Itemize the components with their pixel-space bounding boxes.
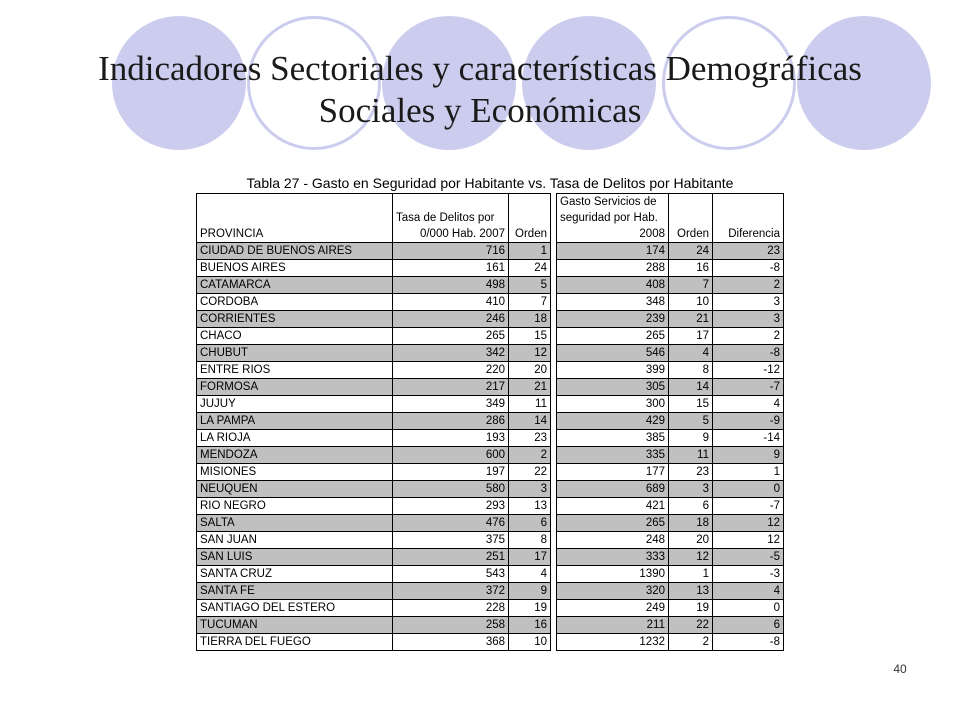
cell-orden-delitos: 17 [509,549,551,566]
cell-tasa-delitos: 293 [393,498,509,515]
cell-diferencia: -8 [713,345,784,362]
cell-provincia: SANTA CRUZ [197,566,393,583]
cell-orden-delitos: 7 [509,294,551,311]
cell-gasto-seguridad: 211 [557,617,669,634]
cell-diferencia: 0 [713,600,784,617]
cell-diferencia: -14 [713,430,784,447]
table-row [197,379,784,396]
cell-diferencia: -3 [713,566,784,583]
header-orden-2: Orden [669,226,713,243]
cell-diferencia: 3 [713,294,784,311]
header-cell-empty [509,194,551,211]
slide-title-line-1: Indicadores Sectoriales y características Demográficas [98,49,862,88]
cell-orden-delitos: 9 [509,583,551,600]
cell-gasto-seguridad: 546 [557,345,669,362]
cell-tasa-delitos: 286 [393,413,509,430]
cell-tasa-delitos: 251 [393,549,509,566]
cell-orden-delitos: 19 [509,600,551,617]
table-row [197,464,784,481]
table-row [197,345,784,362]
cell-tasa-delitos: 265 [393,328,509,345]
cell-tasa-delitos: 197 [393,464,509,481]
cell-gasto-seguridad: 239 [557,311,669,328]
cell-tasa-delitos: 476 [393,515,509,532]
cell-orden-gasto: 17 [669,328,713,345]
cell-gasto-seguridad: 333 [557,549,669,566]
cell-gasto-seguridad: 300 [557,396,669,413]
header-cell-empty [669,194,713,211]
header-gasto-line-2: seguridad por Hab. [557,210,669,226]
cell-diferencia: -12 [713,362,784,379]
cell-diferencia: 4 [713,583,784,600]
cell-provincia: CATAMARCA [197,277,393,294]
cell-gasto-seguridad: 335 [557,447,669,464]
cell-provincia: CHUBUT [197,345,393,362]
cell-gasto-seguridad: 177 [557,464,669,481]
cell-gasto-seguridad: 288 [557,260,669,277]
header-gasto-line-3: 2008 [557,226,669,243]
cell-diferencia: -7 [713,498,784,515]
cell-provincia: RIO NEGRO [197,498,393,515]
cell-orden-gasto: 21 [669,311,713,328]
cell-gasto-seguridad: 249 [557,600,669,617]
cell-gasto-seguridad: 265 [557,515,669,532]
cell-provincia: MISIONES [197,464,393,481]
cell-orden-delitos: 15 [509,328,551,345]
cell-diferencia: -8 [713,260,784,277]
header-provincia: PROVINCIA [197,226,393,243]
cell-orden-delitos: 5 [509,277,551,294]
table-row [197,498,784,515]
table-row [197,583,784,600]
cell-provincia: LA PAMPA [197,413,393,430]
cell-gasto-seguridad: 1390 [557,566,669,583]
cell-diferencia: 23 [713,243,784,260]
cell-diferencia: 6 [713,617,784,634]
cell-orden-delitos: 1 [509,243,551,260]
cell-orden-delitos: 21 [509,379,551,396]
cell-orden-gasto: 13 [669,583,713,600]
cell-orden-delitos: 16 [509,617,551,634]
table-row [197,600,784,617]
cell-diferencia: 3 [713,311,784,328]
cell-tasa-delitos: 217 [393,379,509,396]
cell-orden-delitos: 14 [509,413,551,430]
cell-tasa-delitos: 193 [393,430,509,447]
slide-title-line-2: Sociales y Económicas [318,91,642,130]
table-row [197,396,784,413]
cell-orden-delitos: 10 [509,634,551,651]
cell-provincia: SANTIAGO DEL ESTERO [197,600,393,617]
cell-gasto-seguridad: 689 [557,481,669,498]
header-cell-empty [509,210,551,226]
cell-provincia: CORDOBA [197,294,393,311]
cell-orden-gasto: 16 [669,260,713,277]
cell-orden-delitos: 11 [509,396,551,413]
cell-orden-delitos: 23 [509,430,551,447]
cell-provincia: CHACO [197,328,393,345]
header-cell-empty [197,194,393,211]
cell-orden-delitos: 6 [509,515,551,532]
header-cell-empty [713,194,784,211]
cell-diferencia: 1 [713,464,784,481]
cell-provincia: TUCUMAN [197,617,393,634]
data-table [196,193,784,651]
cell-orden-gasto: 4 [669,345,713,362]
cell-diferencia: -5 [713,549,784,566]
header-diferencia: Diferencia [713,226,784,243]
cell-tasa-delitos: 372 [393,583,509,600]
header-gasto-line-1: Gasto Servicios de [557,194,669,211]
cell-orden-gasto: 20 [669,532,713,549]
cell-orden-gasto: 12 [669,549,713,566]
cell-orden-delitos: 20 [509,362,551,379]
table-row [197,481,784,498]
cell-tasa-delitos: 368 [393,634,509,651]
cell-diferencia: 9 [713,447,784,464]
cell-orden-delitos: 2 [509,447,551,464]
cell-diferencia: 2 [713,328,784,345]
cell-orden-delitos: 12 [509,345,551,362]
table-row [197,430,784,447]
cell-orden-gasto: 5 [669,413,713,430]
cell-diferencia: 4 [713,396,784,413]
cell-orden-delitos: 22 [509,464,551,481]
cell-tasa-delitos: 716 [393,243,509,260]
cell-orden-gasto: 24 [669,243,713,260]
cell-orden-gasto: 19 [669,600,713,617]
cell-orden-delitos: 24 [509,260,551,277]
table-row [197,634,784,651]
cell-provincia: SALTA [197,515,393,532]
cell-provincia: JUJUY [197,396,393,413]
table-body [197,243,784,651]
cell-gasto-seguridad: 248 [557,532,669,549]
cell-provincia: TIERRA DEL FUEGO [197,634,393,651]
cell-orden-gasto: 8 [669,362,713,379]
cell-gasto-seguridad: 174 [557,243,669,260]
cell-orden-gasto: 11 [669,447,713,464]
cell-gasto-seguridad: 399 [557,362,669,379]
cell-gasto-seguridad: 421 [557,498,669,515]
table-row [197,413,784,430]
header-cell-empty [713,210,784,226]
cell-gasto-seguridad: 429 [557,413,669,430]
table-row [197,294,784,311]
header-row-3 [197,226,784,243]
cell-diferencia: 0 [713,481,784,498]
table-caption: Tabla 27 - Gasto en Seguridad por Habitante vs. Tasa de Delitos por Habitante [246,175,734,191]
cell-gasto-seguridad: 320 [557,583,669,600]
cell-diferencia: -8 [713,634,784,651]
cell-orden-gasto: 6 [669,498,713,515]
table-row [197,549,784,566]
cell-orden-gasto: 9 [669,430,713,447]
cell-tasa-delitos: 258 [393,617,509,634]
cell-orden-gasto: 15 [669,396,713,413]
cell-orden-gasto: 10 [669,294,713,311]
cell-tasa-delitos: 220 [393,362,509,379]
cell-diferencia: 12 [713,515,784,532]
cell-provincia: SAN LUIS [197,549,393,566]
header-cell-empty [393,194,509,211]
cell-orden-gasto: 2 [669,634,713,651]
table-row [197,566,784,583]
cell-gasto-seguridad: 348 [557,294,669,311]
table-row [197,277,784,294]
header-cell-empty [669,210,713,226]
cell-tasa-delitos: 498 [393,277,509,294]
table-row [197,617,784,634]
page-number: 40 [893,662,907,676]
table-row [197,515,784,532]
cell-orden-gasto: 14 [669,379,713,396]
table-row [197,243,784,260]
cell-tasa-delitos: 246 [393,311,509,328]
header-tasa-line-1: Tasa de Delitos por [393,210,509,226]
cell-gasto-seguridad: 265 [557,328,669,345]
cell-tasa-delitos: 161 [393,260,509,277]
cell-provincia: LA RIOJA [197,430,393,447]
cell-orden-delitos: 3 [509,481,551,498]
slide-title [40,48,920,132]
cell-tasa-delitos: 543 [393,566,509,583]
cell-orden-gasto: 3 [669,481,713,498]
cell-provincia: ENTRE RIOS [197,362,393,379]
header-orden-1: Orden [509,226,551,243]
cell-diferencia: -7 [713,379,784,396]
cell-orden-delitos: 13 [509,498,551,515]
cell-diferencia: -9 [713,413,784,430]
cell-provincia: FORMOSA [197,379,393,396]
cell-gasto-seguridad: 305 [557,379,669,396]
cell-diferencia: 2 [713,277,784,294]
cell-tasa-delitos: 375 [393,532,509,549]
cell-orden-gasto: 23 [669,464,713,481]
cell-orden-delitos: 8 [509,532,551,549]
cell-provincia: CORRIENTES [197,311,393,328]
header-cell-empty [197,210,393,226]
cell-provincia: BUENOS AIRES [197,260,393,277]
cell-orden-delitos: 4 [509,566,551,583]
cell-tasa-delitos: 410 [393,294,509,311]
cell-tasa-delitos: 349 [393,396,509,413]
cell-provincia: NEUQUEN [197,481,393,498]
cell-tasa-delitos: 228 [393,600,509,617]
table-row [197,362,784,379]
cell-orden-gasto: 18 [669,515,713,532]
cell-orden-gasto: 7 [669,277,713,294]
cell-provincia: SAN JUAN [197,532,393,549]
table-row [197,447,784,464]
table-row [197,260,784,277]
cell-orden-delitos: 18 [509,311,551,328]
header-tasa-line-2: 0/000 Hab. 2007 [393,226,509,243]
table-row [197,311,784,328]
table-row [197,532,784,549]
cell-provincia: MENDOZA [197,447,393,464]
cell-provincia: SANTA FE [197,583,393,600]
cell-tasa-delitos: 342 [393,345,509,362]
cell-orden-gasto: 1 [669,566,713,583]
cell-provincia: CIUDAD DE BUENOS AIRES [197,243,393,260]
cell-orden-gasto: 22 [669,617,713,634]
cell-gasto-seguridad: 408 [557,277,669,294]
cell-gasto-seguridad: 1232 [557,634,669,651]
table-row [197,328,784,345]
cell-diferencia: 12 [713,532,784,549]
cell-tasa-delitos: 600 [393,447,509,464]
header-row-1 [197,194,784,211]
cell-tasa-delitos: 580 [393,481,509,498]
header-row-2 [197,210,784,226]
cell-gasto-seguridad: 385 [557,430,669,447]
